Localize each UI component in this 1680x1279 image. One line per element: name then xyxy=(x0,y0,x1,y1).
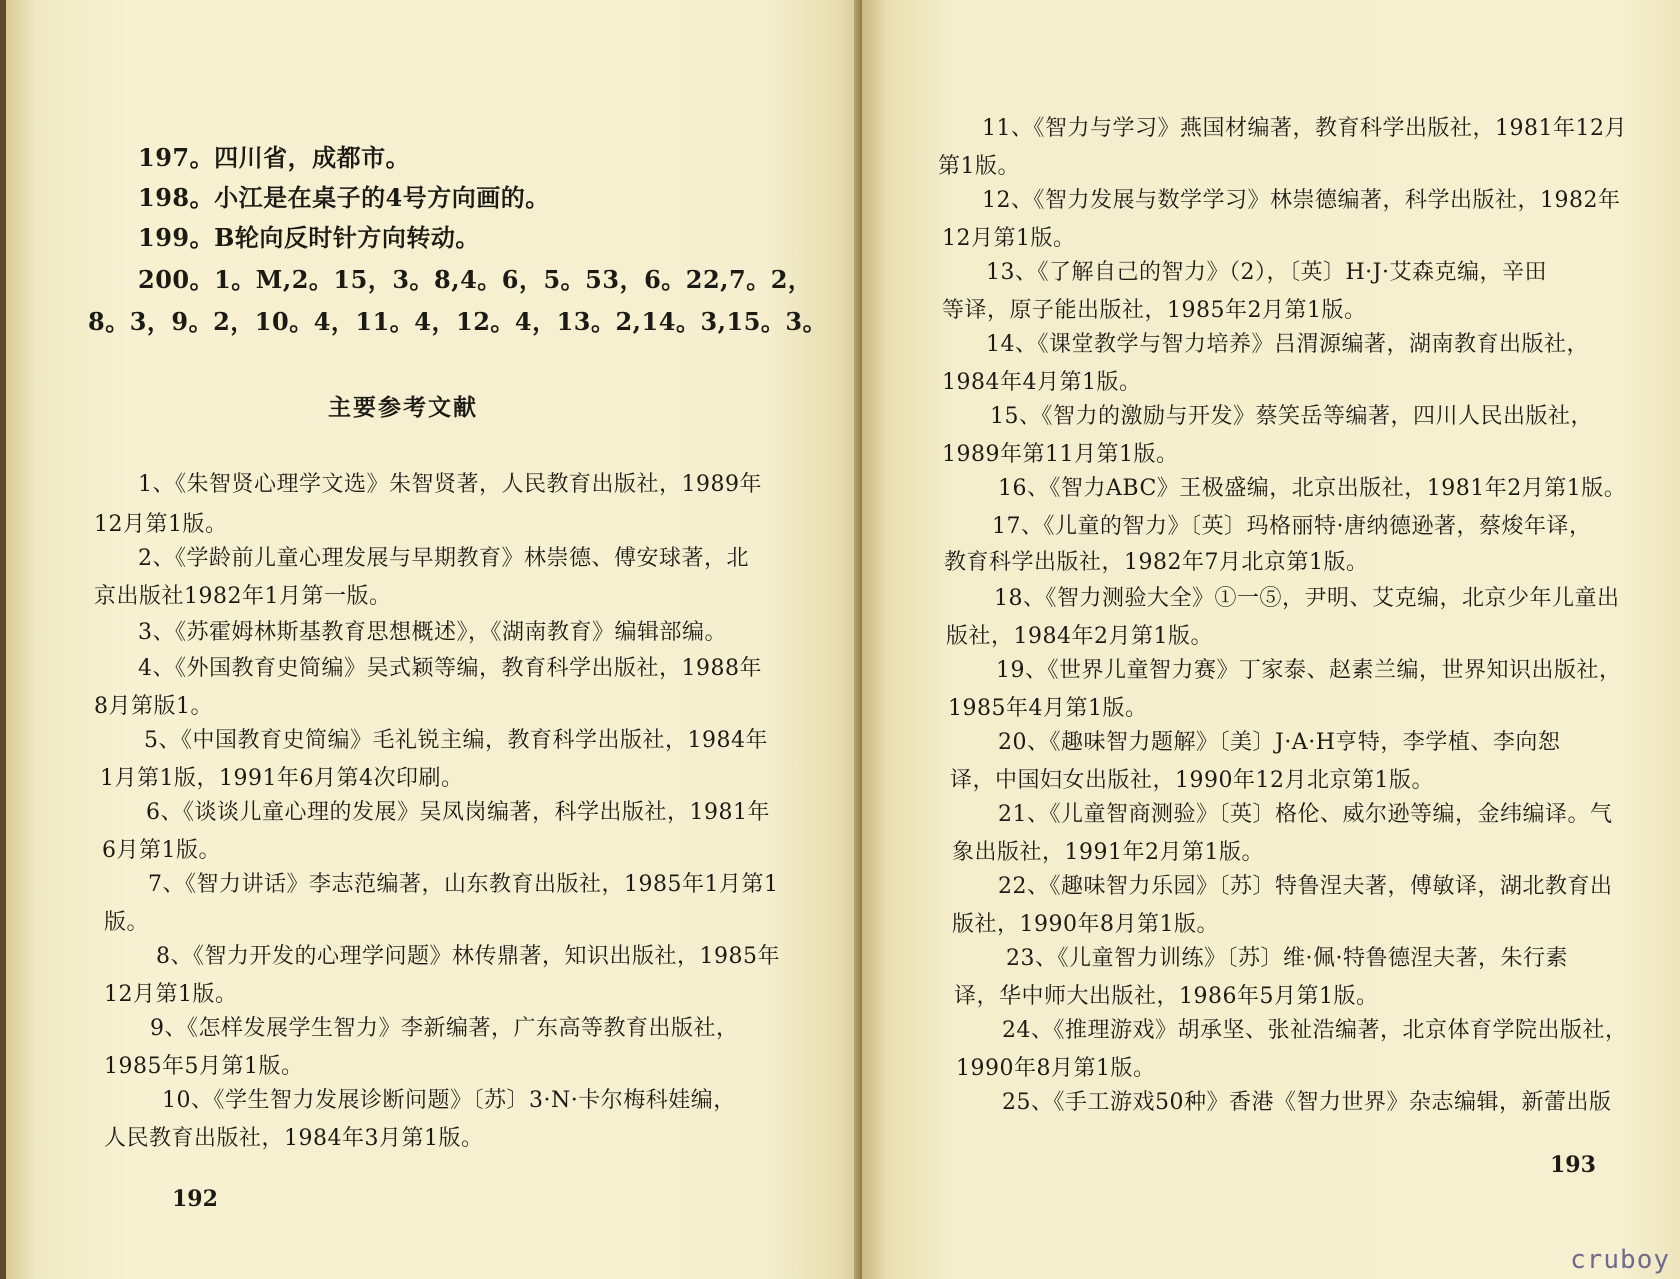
reference-line: 12月第1版。 xyxy=(104,982,238,1007)
answer-line: 198。小江是在桌子的4号方向画的。 xyxy=(138,183,550,212)
reference-line: 12、《智力发展与数学学习》林崇德编著，科学出版社，1982年 xyxy=(982,188,1621,213)
reference-line: 23、《儿童智力训练》〔苏〕维·佩·特鲁德涅夫著，朱行素 xyxy=(1006,946,1568,971)
reference-line: 第1版。 xyxy=(938,154,1020,179)
reference-line: 1、《朱智贤心理学文选》朱智贤著，人民教育出版社，1989年 xyxy=(138,472,762,497)
reference-line: 1985年5月第1版。 xyxy=(104,1054,304,1079)
reference-line: 8月第版1。 xyxy=(94,694,213,719)
reference-line: 22、《趣味智力乐园》〔苏〕特鲁涅夫著，傅敏译，湖北教育出 xyxy=(998,874,1613,899)
reference-line: 1984年4月第1版。 xyxy=(942,370,1142,395)
page-number: 192 xyxy=(172,1186,218,1212)
reference-line: 14、《课堂教学与智力培养》吕渭源编著，湖南教育出版社， xyxy=(986,332,1589,357)
reference-line: 8、《智力开发的心理学问题》林传鼎著，知识出版社，1985年 xyxy=(156,944,780,969)
reference-line: 16、《智力ABC》王极盛编，北京出版社，1981年2月第1版。 xyxy=(998,476,1627,501)
section-heading: 主要参考文献 xyxy=(328,394,478,421)
reference-line: 版。 xyxy=(104,910,150,935)
reference-line: 1990年8月第1版。 xyxy=(956,1056,1156,1081)
reference-line: 人民教育出版社，1984年3月第1版。 xyxy=(104,1126,484,1151)
reference-line: 9、《怎样发展学生智力》李新编著，广东高等教育出版社， xyxy=(150,1016,739,1041)
reference-line: 24、《推理游戏》胡承坚、张祉浩编著，北京体育学院出版社， xyxy=(1002,1018,1628,1043)
page-number: 193 xyxy=(1550,1152,1596,1178)
reference-line: 20、《趣味智力题解》〔美〕J·A·H亨特，李学植、李向恕 xyxy=(998,730,1561,755)
reference-line: 6月第1版。 xyxy=(102,838,221,863)
reference-line: 译，华中师大出版社，1986年5月第1版。 xyxy=(954,984,1379,1009)
answer-line: 8。3，9。2，10。4，11。4，12。4，13。2,14。3,15。3。 xyxy=(88,307,828,336)
reference-line: 11、《智力与学习》燕国材编著，教育科学出版社，1981年12月 xyxy=(982,116,1627,141)
reference-line: 21、《儿童智商测验》〔英〕格伦、威尔逊等编，金纬编译。气 xyxy=(998,802,1613,827)
reference-line: 10、《学生智力发展诊断问题》〔苏〕3·N·卡尔梅科娃编， xyxy=(162,1088,736,1113)
reference-line: 19、《世界儿童智力赛》丁家泰、赵素兰编，世界知识出版社， xyxy=(996,658,1622,683)
watermark: cruboy xyxy=(1570,1245,1670,1275)
reference-line: 1989年第11月第1版。 xyxy=(942,442,1179,467)
reference-line: 教育科学出版社，1982年7月北京第1版。 xyxy=(944,550,1369,575)
reference-line: 译，中国妇女出版社，1990年12月北京第1版。 xyxy=(950,768,1434,793)
reference-line: 2、《学龄前儿童心理发展与早期教育》林崇德、傅安球著，北 xyxy=(138,546,749,571)
reference-line: 3、《苏霍姆林斯基教育思想概述》，《湖南教育》编辑部编。 xyxy=(138,620,727,645)
reference-line: 6、《谈谈儿童心理的发展》吴凤岗编著，科学出版社，1981年 xyxy=(146,800,770,825)
reference-line: 13、《了解自己的智力》（2），〔英〕H·J·艾森克编，辛田 xyxy=(986,260,1547,285)
reference-line: 1月第1版，1991年6月第4次印刷。 xyxy=(100,766,464,791)
reference-line: 5、《中国教育史简编》毛礼锐主编，教育科学出版社，1984年 xyxy=(144,728,768,753)
reference-line: 1985年4月第1版。 xyxy=(948,696,1148,721)
answer-line: 199。B轮向反时针方向转动。 xyxy=(138,223,480,252)
reference-line: 版社，1990年8月第1版。 xyxy=(952,912,1219,937)
answer-line: 197。四川省，成都市。 xyxy=(138,143,411,172)
reference-line: 15、《智力的激励与开发》蔡笑岳等编著，四川人民出版社， xyxy=(990,404,1593,429)
reference-line: 京出版社1982年1月第一版。 xyxy=(94,584,392,609)
reference-line: 4、《外国教育史简编》吴式颖等编，教育科学出版社，1988年 xyxy=(138,656,762,681)
reference-line: 版社，1984年2月第1版。 xyxy=(946,624,1213,649)
reference-line: 25、《手工游戏50种》香港《智力世界》杂志编辑，新蕾出版 xyxy=(1002,1090,1612,1115)
right-page xyxy=(862,0,1680,1279)
reference-line: 17、《儿童的智力》〔英〕玛格丽特·唐纳德逊著，蔡焌年译， xyxy=(992,514,1592,539)
reference-line: 等译，原子能出版社，1985年2月第1版。 xyxy=(942,298,1367,323)
reference-line: 12月第1版。 xyxy=(942,226,1076,251)
reference-line: 7、《智力讲话》李志范编著，山东教育出版社，1985年1月第1 xyxy=(148,872,779,897)
answer-line: 200。1。M,2。15，3。8,4。6，5。53，6。22,7。2， xyxy=(138,265,813,294)
reference-line: 象出版社，1991年2月第1版。 xyxy=(952,840,1264,865)
reference-line: 18、《智力测验大全》①一⑤，尹明、艾克编，北京少年儿童出 xyxy=(994,586,1620,611)
reference-line: 12月第1版。 xyxy=(94,512,228,537)
